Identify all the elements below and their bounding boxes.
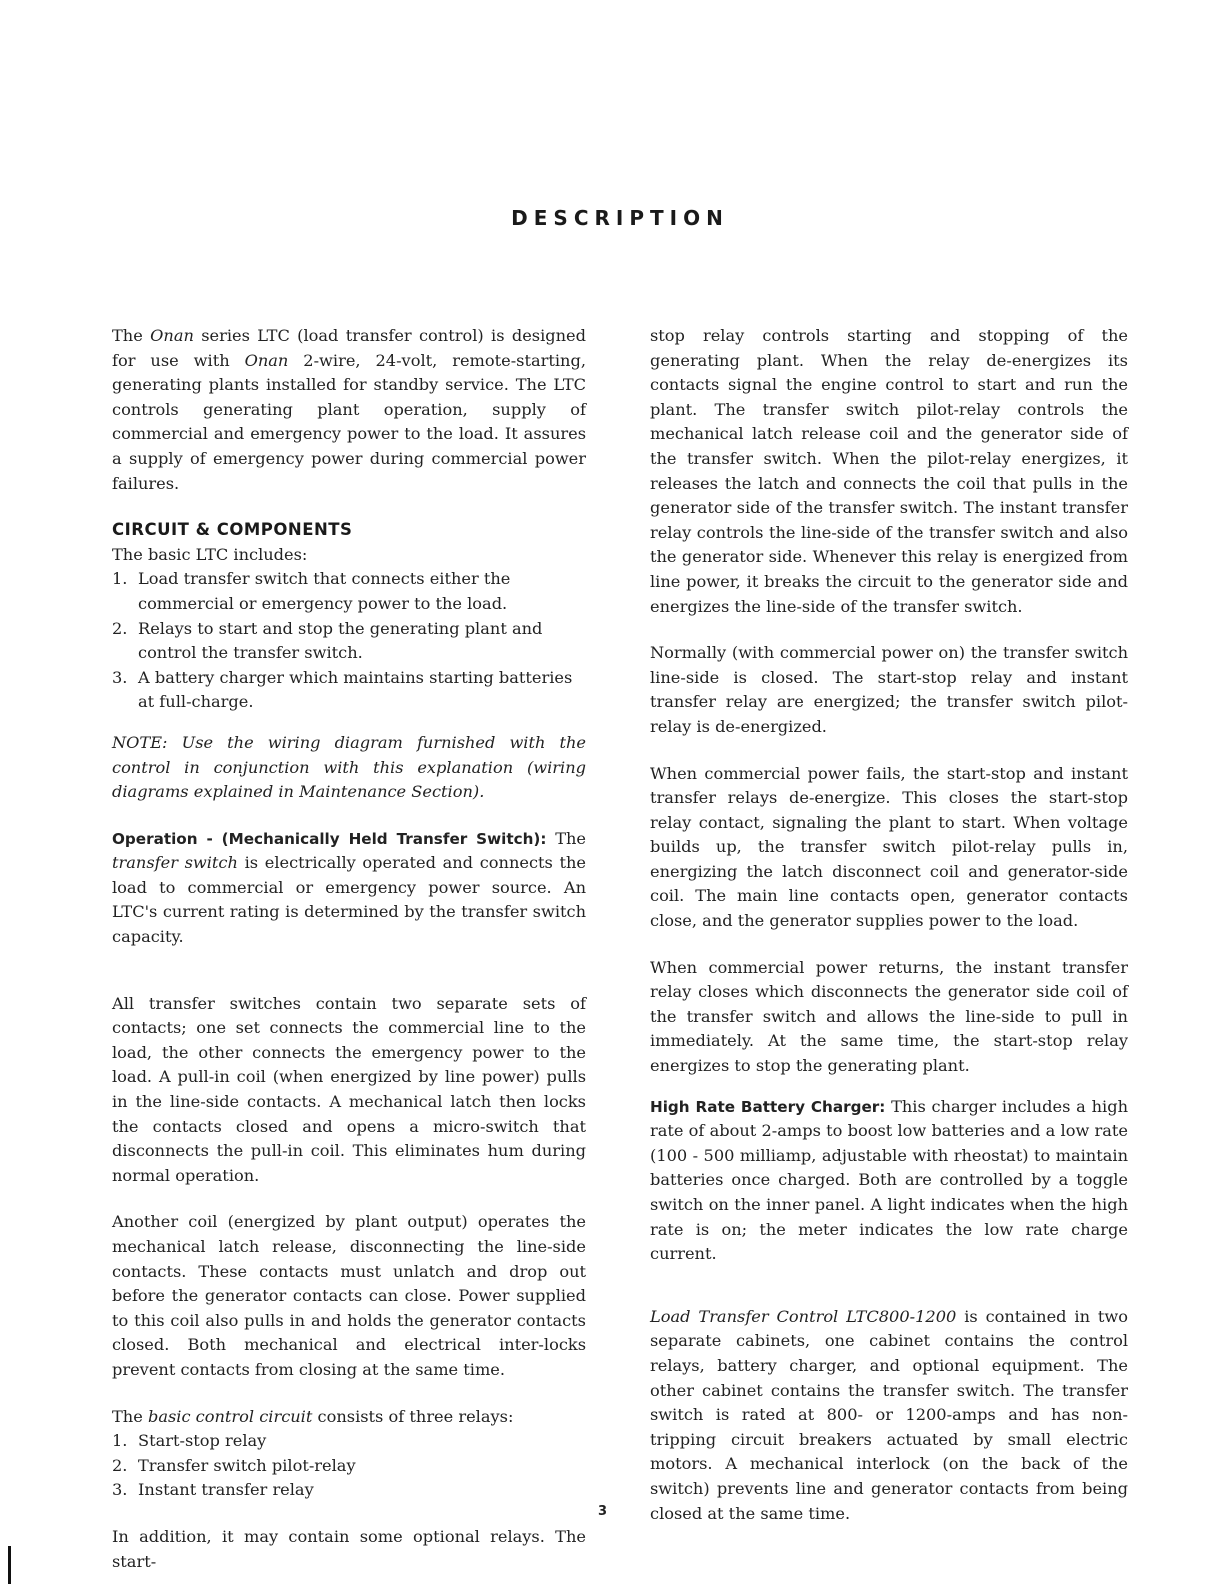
list-item: 2. Transfer switch pilot-relay: [112, 1455, 356, 1475]
relays-list: [112, 1429, 586, 1503]
contacts-paragraph: All transfer switches contain two separate sets of contacts; one set connects the commercial line to the load, the other connects the emergency power to the load. A pull-in coil (when energized by line power) pulls in the line-side contacts. A mechanical latch then locks the contacts closed and opens a micro-switch that disconnects the pull-in coil. This eliminates hum during normal operation.: [112, 993, 586, 1185]
power-fails-paragraph: When commercial power fails, the start-stop and instant transfer relays de-energize. This closes the start-stop relay contact, signaling the plant to start. When voltage builds up, the transfer switch pilot-relay pulls in, energizing the latch disconnect coil and generator-side coil. The main line contacts open, generator contacts close, and the generator supplies power to the load.: [650, 763, 1128, 931]
note-paragraph: NOTE: Use the wiring diagram furnished with the control in conjunction with this explanation (wiring diagrams explained in Maintenance Section).: [112, 732, 586, 802]
includes-intro: The basic LTC includes:: [112, 544, 308, 564]
list-item: 3. Instant transfer relay: [112, 1480, 314, 1500]
coil-paragraph: Another coil (energized by plant output) operates the mechanical latch release, disconnecting the line-side contacts. These contacts must unlatch and drop out before the generator contacts can close. Power supplied to this coil also pulls in and holds the generator contacts closed. Both mechanical and electrical inter-locks prevent contacts from closing at the same time.: [112, 1212, 586, 1379]
intro-paragraph: The Onan series LTC (load transfer control) is designed for use with Onan 2-wire, 24-volt, remote-starting, generating plants installed for standby service. The LTC controls generating plant operation, supply of commercial and emergency power to the load. It assures a supply of emergency power during commercial power failures.: [112, 326, 586, 493]
section-heading: CIRCUIT & COMPONENTS: [112, 520, 353, 540]
list-item: 1. Start-stop relay: [112, 1431, 267, 1451]
addition-paragraph: In addition, it may contain some optional relays. The start-: [112, 1526, 586, 1571]
battery-charger-paragraph: High Rate Battery Charger: This charger includes a high rate of about 2-amps to boost low batteries and a low rate (100 - 500 milliamp, adjustable with rheostat) to maintain batteries once charged. Both are controlled by a toggle switch on the inner panel. A light indicates when the high rate is on; the meter indicates the low rate charge current.: [650, 1096, 1128, 1264]
relay-control-paragraph: stop relay controls starting and stopping of the generating plant. When the relay de-energizes its contacts signal the engine control to start and run the plant. The transfer switch pilot-relay controls the mechanical latch release coil and the generator side of the transfer switch. When the pilot-relay energizes, it releases the latch and connects the coil that pulls in the generator side of the transfer switch. The instant transfer relay controls the line-side of the transfer switch and also the generator side. Whenever this relay is energized from line power, it breaks the circuit to the generator side and energizes the line-side of the transfer switch.: [650, 326, 1128, 616]
operation-paragraph: Operation - (Mechanically Held Transfer Switch): The transfer switch is electrically operated and connects the load to commercial or emergency power source. An LTC's current rating is determined by the transfer switch capacity.: [112, 828, 586, 947]
list-item: 2. Relays to start and stop the generating plant and control the transfer switch.: [112, 618, 543, 663]
ltc-paragraph: Load Transfer Control LTC800-1200 is contained in two separate cabinets, one cabinet contains the control relays, battery charger, and optional equipment. The other cabinet contains the transfer switch. The transfer switch is rated at 800- or 1200-amps and has non-tripping circuit breakers actuated by small electric motors. A mechanical interlock (on the back of the switch) prevents line and generator contacts from being closed at the same time.: [650, 1306, 1128, 1523]
power-returns-paragraph: When commercial power returns, the instant transfer relay closes which disconnects the generator side coil of the transfer switch and allows the line-side to pull in immediately. At the same time, the start-stop relay energizes to stop the generating plant.: [650, 957, 1128, 1076]
page-number: 3: [598, 1504, 608, 1519]
list-item: 1. Load transfer switch that connects either the commercial or emergency power to the load.: [112, 569, 511, 613]
normally-paragraph: Normally (with commercial power on) the transfer switch line-side is closed. The start-stop relay and instant transfer relay are energized; the transfer switch pilot-relay is de-energized.: [650, 643, 1128, 736]
right-column: [650, 324, 1128, 1526]
scan-edge-mark: [8, 1546, 11, 1584]
list-item: 3. A battery charger which maintains starting batteries at full-charge.: [112, 667, 573, 712]
circuit-paragraph: The basic control circuit consists of three relays:: [112, 1406, 514, 1426]
includes-list: [112, 567, 586, 715]
page-title: DESCRIPTION: [511, 206, 729, 230]
left-column: [112, 324, 586, 1574]
